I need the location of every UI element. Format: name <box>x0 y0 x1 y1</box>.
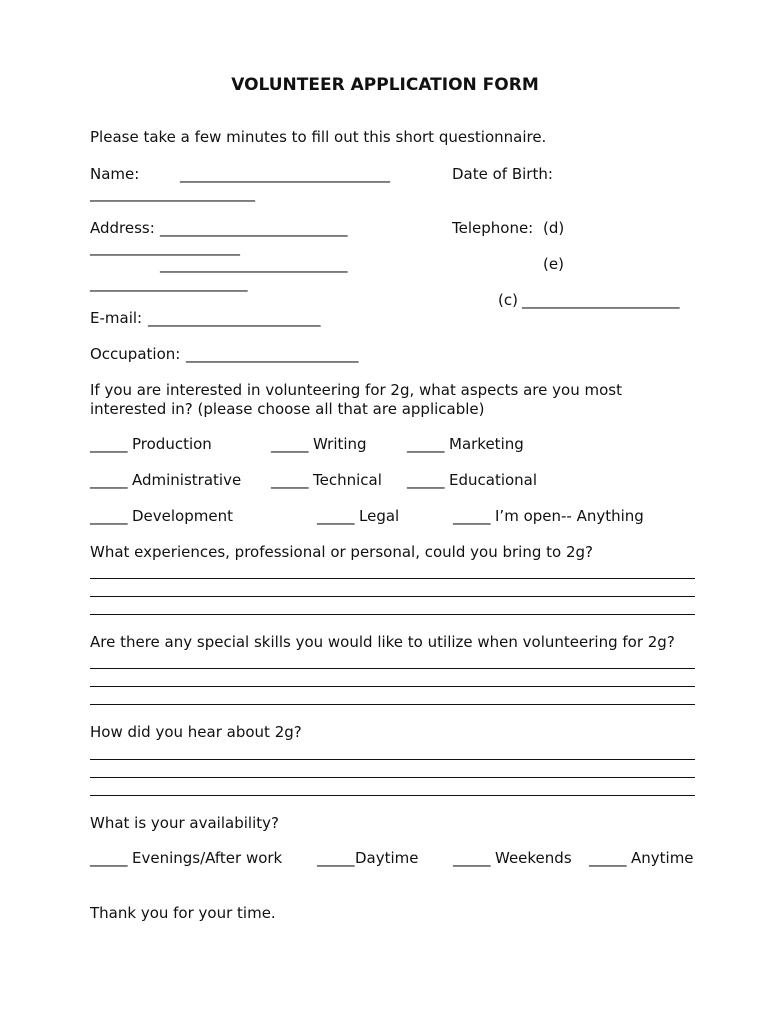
occupation-blank[interactable]: _______________________ <box>186 345 359 363</box>
option-educational-label: Educational <box>449 471 538 489</box>
address-blank-continuation[interactable]: ____________________ <box>90 238 240 256</box>
heard-question: How did you hear about 2g? <box>90 723 302 741</box>
email-label: E-mail: <box>90 309 143 327</box>
form-title: VOLUNTEER APPLICATION FORM <box>231 75 539 95</box>
option-educational-blank[interactable]: _____ <box>407 471 445 489</box>
option-legal-blank[interactable]: _____ <box>317 507 355 525</box>
availability-daytime-blank[interactable]: _____ <box>317 849 355 867</box>
availability-weekends-label: Weekends <box>495 849 572 867</box>
skills-answer-line-2[interactable] <box>90 686 695 687</box>
telephone-evening: (e) <box>543 255 564 273</box>
name-blank[interactable]: ____________________________ <box>180 165 390 183</box>
intro-text: Please take a few minutes to fill out this short questionnaire. <box>90 128 547 146</box>
option-development-label: Development <box>132 507 233 525</box>
skills-answer-line-1[interactable] <box>90 668 695 669</box>
address-line2-blank[interactable]: _________________________ <box>160 255 348 273</box>
interests-question-line2: interested in? (please choose all that are applicable) <box>90 400 485 418</box>
closing-text: Thank you for your time. <box>90 904 276 922</box>
availability-daytime-label: Daytime <box>355 849 419 867</box>
experience-question: What experiences, professional or personal, could you bring to 2g? <box>90 543 593 561</box>
option-production-label: Production <box>132 435 212 453</box>
telephone-label: Telephone: <box>452 219 534 237</box>
option-administrative-label: Administrative <box>132 471 242 489</box>
experience-answer-line-1[interactable] <box>90 578 695 579</box>
availability-anytime-label: Anytime <box>631 849 694 867</box>
availability-evenings-blank[interactable]: _____ <box>90 849 128 867</box>
option-technical-blank[interactable]: _____ <box>271 471 309 489</box>
heard-answer-line-1[interactable] <box>90 759 695 760</box>
dob-blank[interactable]: ______________________ <box>90 184 255 202</box>
address-blank[interactable]: _________________________ <box>160 219 348 237</box>
heard-answer-line-3[interactable] <box>90 795 695 796</box>
option-marketing-blank[interactable]: _____ <box>407 435 445 453</box>
name-label: Name: <box>90 165 140 183</box>
telephone-cell-blank[interactable]: _____________________ <box>522 291 680 309</box>
option-anything-blank[interactable]: _____ <box>453 507 491 525</box>
experience-answer-line-2[interactable] <box>90 596 695 597</box>
heard-answer-line-2[interactable] <box>90 777 695 778</box>
availability-weekends-blank[interactable]: _____ <box>453 849 491 867</box>
availability-question: What is your availability? <box>90 814 279 832</box>
option-legal-label: Legal <box>359 507 400 525</box>
option-marketing-label: Marketing <box>449 435 524 453</box>
address-label: Address: <box>90 219 155 237</box>
skills-answer-line-3[interactable] <box>90 704 695 705</box>
interests-question: If you are interested in volunteering for 2g, what aspects are you most <box>90 381 622 399</box>
availability-anytime-blank[interactable]: _____ <box>589 849 627 867</box>
option-anything-label: I’m open-- Anything <box>495 507 644 525</box>
dob-label: Date of Birth: <box>452 165 553 183</box>
option-production-blank[interactable]: _____ <box>90 435 128 453</box>
skills-question: Are there any special skills you would like to utilize when volunteering for 2g? <box>90 633 675 651</box>
option-administrative-blank[interactable]: _____ <box>90 471 128 489</box>
telephone-cell: (c) <box>498 291 518 309</box>
option-development-blank[interactable]: _____ <box>90 507 128 525</box>
occupation-label: Occupation: <box>90 345 181 363</box>
experience-answer-line-3[interactable] <box>90 614 695 615</box>
option-writing-blank[interactable]: _____ <box>271 435 309 453</box>
option-technical-label: Technical <box>313 471 382 489</box>
telephone-day: (d) <box>543 219 565 237</box>
email-blank[interactable]: _______________________ <box>148 309 321 327</box>
availability-evenings-label: Evenings/After work <box>132 849 283 867</box>
option-writing-label: Writing <box>313 435 367 453</box>
address-line2-continuation[interactable]: _____________________ <box>90 274 248 292</box>
